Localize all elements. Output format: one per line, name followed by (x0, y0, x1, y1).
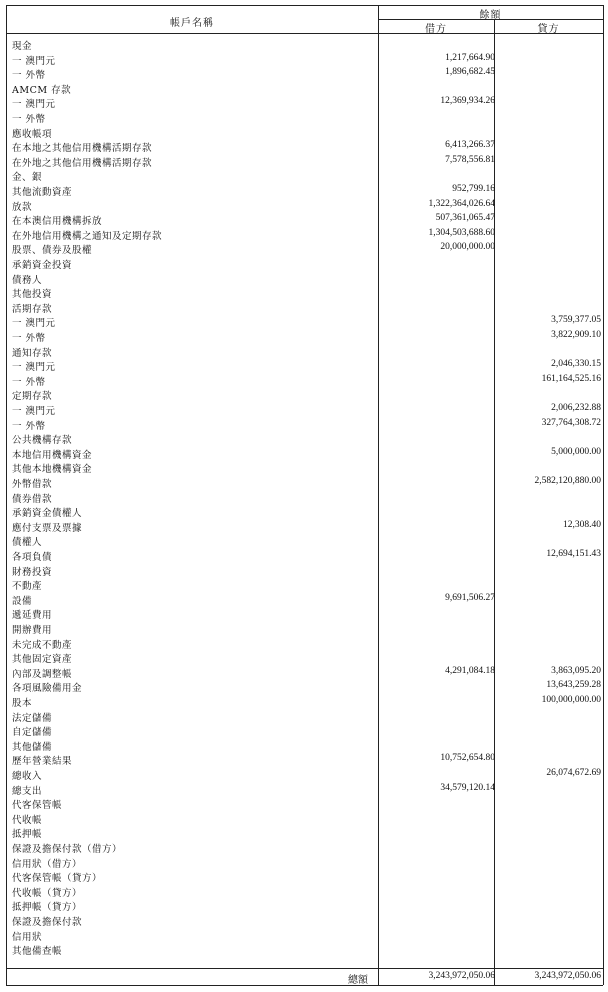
row-label: 代收帳 (12, 814, 43, 826)
row-credit: 2,582,120,880.00 (534, 476, 601, 486)
row-label: 債權人 (12, 537, 43, 549)
row-label: 一 外幣 (12, 420, 46, 432)
table-left-border (6, 5, 7, 985)
row-label: 遞延費用 (12, 610, 53, 622)
row-label: 債務人 (12, 274, 43, 286)
row-debit: 4,291,084.18 (445, 665, 495, 676)
account-name-header: 帳戶名稱 (170, 18, 214, 29)
row-label: 現金 (12, 41, 33, 52)
row-label: 代客保管帳 (12, 800, 63, 812)
row-label: 一 澳門元 (12, 99, 56, 111)
row-label: 股本 (12, 698, 33, 709)
row-label: 保證及擔保付款 (12, 917, 83, 928)
row-label: 一 澳門元 (12, 362, 56, 374)
row-label: 應付支票及票據 (12, 522, 83, 534)
row-credit: 12,694,151.43 (546, 549, 601, 559)
row-credit: 161,164,525.16 (541, 373, 601, 384)
row-debit: 7,578,556.81 (445, 154, 495, 165)
row-label: 自定儲備 (12, 727, 53, 739)
row-label: 一 外幣 (12, 333, 46, 344)
row-label: 設備 (12, 595, 33, 607)
row-label: 財務投資 (12, 566, 53, 578)
row-label: 其他固定資產 (12, 654, 73, 666)
row-label: 代收帳（貸方） (12, 887, 83, 899)
row-label: 在外地之其他信用機構活期存款 (12, 157, 153, 169)
row-label: 在本地之其他信用機構活期存款 (12, 143, 153, 155)
row-label: 其他儲備 (12, 741, 53, 753)
row-label: 股票、債券及股權 (12, 245, 93, 257)
row-label: 其他本地機構資金 (12, 464, 93, 476)
row-label: 債券借款 (12, 493, 53, 505)
row-label: 總支出 (12, 785, 43, 797)
row-label: 其他投資 (12, 289, 53, 301)
row-label: 內部及調整帳 (12, 668, 73, 680)
row-label: 一 外幣 (12, 376, 46, 388)
row-credit: 2,046,330.15 (551, 359, 601, 370)
row-label: 其他備查帳 (12, 946, 63, 958)
row-credit: 327,764,308.72 (541, 417, 601, 428)
row-debit: 10,752,654.80 (440, 753, 495, 764)
row-label: 一 外幣 (12, 70, 46, 82)
row-label: 一 澳門元 (12, 318, 56, 330)
row-debit: 34,579,120.14 (440, 782, 495, 793)
row-debit: 12,369,934.26 (440, 96, 495, 107)
row-label: AMCM 存款 (12, 84, 72, 96)
trial-balance-table (6, 5, 603, 985)
row-label: 一 澳門元 (12, 406, 56, 417)
row-label: 金、銀 (12, 172, 43, 184)
total-label: 總額 (348, 975, 368, 986)
total-credit: 3,243,972,050.06 (534, 971, 601, 981)
row-label: 不動產 (12, 581, 43, 593)
row-label: 歷年營業結果 (12, 756, 73, 768)
row-label: 承銷資金債權人 (12, 508, 83, 520)
row-label: 活期存款 (12, 303, 53, 315)
row-debit: 507,361,065.47 (435, 213, 495, 224)
row-label: 各項風險備用金 (12, 683, 83, 695)
row-credit: 2,006,232.88 (551, 403, 601, 413)
row-label: 各項負債 (12, 552, 53, 563)
row-label: 總收入 (12, 771, 43, 782)
row-label: 信用狀（借方） (12, 858, 83, 870)
credit-header: 貸方 (537, 24, 560, 35)
table-right-border (603, 5, 604, 985)
name-col-divider (378, 5, 379, 985)
row-label: 公共機構存款 (12, 435, 73, 447)
row-label: 一 澳門元 (12, 55, 56, 67)
row-debit: 20,000,000.00 (440, 242, 495, 253)
row-credit: 3,863,095.20 (551, 665, 601, 676)
row-label: 開辦費用 (12, 625, 53, 636)
row-debit: 9,691,506.27 (445, 592, 495, 603)
total-debit: 3,243,972,050.06 (428, 971, 495, 981)
row-label: 抵押帳（貸方） (12, 902, 83, 914)
row-debit: 1,217,664.90 (445, 52, 495, 63)
row-debit: 1,322,364,026.64 (428, 198, 495, 209)
row-label: 代客保管帳（貸方） (12, 873, 103, 885)
row-label: 一 外幣 (12, 114, 46, 125)
row-credit: 5,000,000.00 (551, 446, 601, 457)
row-label: 本地信用機構資金 (12, 449, 93, 461)
row-label: 抵押帳 (12, 829, 43, 841)
row-label: 保證及擔保付款（借方） (12, 844, 123, 855)
row-debit: 952,799.16 (452, 184, 495, 194)
row-label: 承銷資金投資 (12, 260, 73, 271)
row-label: 定期存款 (12, 391, 53, 403)
row-label: 其他流動資產 (12, 187, 73, 198)
total-top-rule (6, 968, 603, 969)
row-label: 放款 (12, 201, 33, 213)
row-credit: 13,643,259.28 (546, 680, 601, 691)
row-label: 在外地信用機構之通知及定期存款 (12, 230, 163, 242)
row-credit: 100,000,000.00 (541, 695, 601, 705)
row-debit: 6,413,266.37 (445, 140, 495, 151)
debit-header: 借方 (425, 24, 447, 35)
row-label: 信用狀 (12, 931, 43, 943)
row-label: 應收帳項 (12, 128, 53, 140)
row-label: 通知存款 (12, 347, 53, 359)
row-credit: 3,822,909.10 (551, 330, 601, 340)
row-label: 法定儲備 (12, 712, 53, 724)
row-credit: 3,759,377.05 (551, 315, 601, 326)
row-credit: 26,074,672.69 (546, 768, 601, 778)
row-label: 外幣借款 (12, 479, 53, 490)
row-debit: 1,304,503,688.60 (428, 227, 495, 238)
table-bottom-border (6, 985, 603, 986)
row-label: 在本澳信用機構拆放 (12, 216, 103, 228)
balance-header: 餘額 (479, 10, 502, 21)
row-debit: 1,896,682.45 (445, 67, 495, 78)
row-label: 未完成不動產 (12, 639, 73, 651)
row-credit: 12,308.40 (563, 519, 601, 530)
